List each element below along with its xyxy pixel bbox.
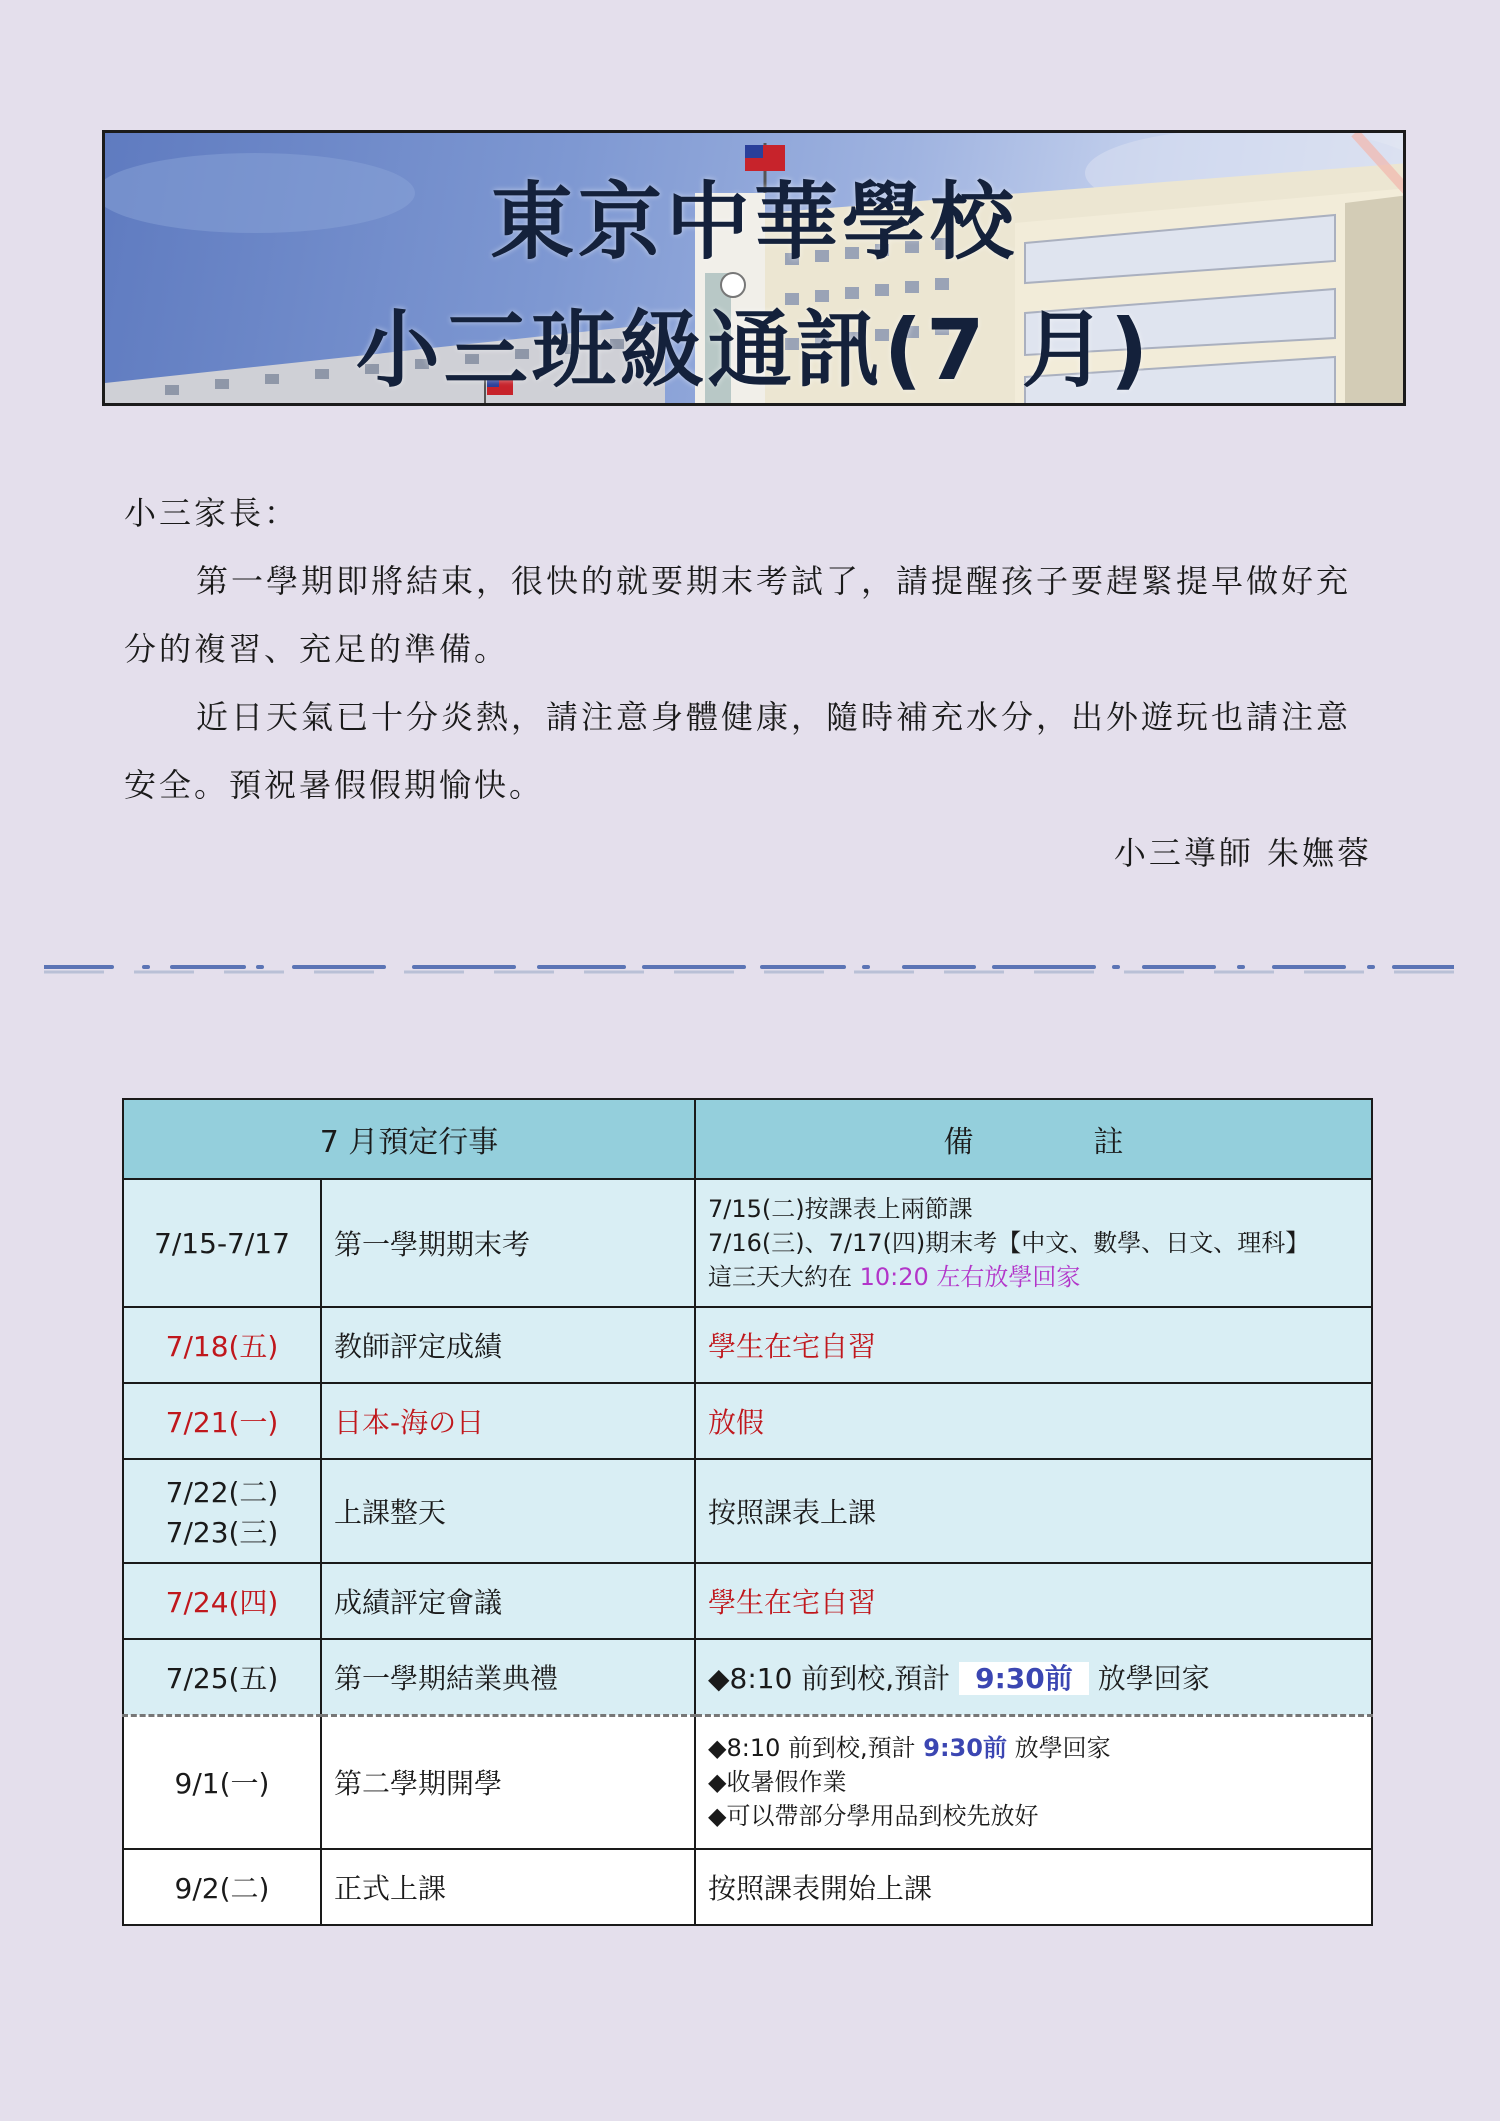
table-row xyxy=(123,1639,1372,1715)
header-banner xyxy=(102,130,1406,406)
row-note: 學生在宅自習 xyxy=(695,1563,1372,1639)
dismissal-time-highlight: 9:30前 xyxy=(923,1734,1007,1763)
letter-greeting: 小三家長： xyxy=(124,494,300,532)
row-date: 7/15-7/17 xyxy=(123,1179,321,1307)
note-text: 放學回家 xyxy=(1097,1661,1210,1695)
row-note: 放假 xyxy=(695,1383,1372,1459)
note-line: ◆收暑假作業 xyxy=(708,1768,847,1797)
row-event: 第一學期期末考 xyxy=(321,1179,695,1307)
row-note: 按照課表上課 xyxy=(695,1459,1372,1563)
row-event: 日本-海の日 xyxy=(321,1383,695,1459)
note-text: 放學回家 xyxy=(1006,1734,1111,1763)
row-note: 學生在宅自習 xyxy=(695,1307,1372,1383)
july-schedule-table xyxy=(122,1098,1373,1926)
table-row xyxy=(123,1849,1372,1925)
row-event: 第一學期結業典禮 xyxy=(321,1639,695,1715)
letter-paragraph-1-line-2: 分的複習、充足的準備。 xyxy=(124,630,510,668)
date-line: 7/22(二) xyxy=(165,1476,279,1509)
note-text: ◆8:10 前到校,預計 xyxy=(708,1661,951,1695)
row-note xyxy=(695,1179,1372,1307)
table-row xyxy=(123,1459,1372,1563)
newsletter-title: 小三班級通訊(7 月) xyxy=(355,301,1153,399)
note-line xyxy=(708,1731,1359,1765)
dismissal-time-highlight: 10:20 左右放學回家 xyxy=(859,1263,1081,1291)
note-line: 7/16(三)、7/17(四)期末考【中文、數學、日文、理科】 xyxy=(708,1229,1310,1257)
row-event: 教師評定成績 xyxy=(321,1307,695,1383)
note-line: ◆可以帶部分學用品到校先放好 xyxy=(708,1802,1039,1831)
row-note xyxy=(695,1639,1372,1715)
teacher-signature: 小三導師 朱嫵蓉 xyxy=(1113,834,1372,872)
row-date: 7/18(五) xyxy=(123,1307,321,1383)
row-event: 上課整天 xyxy=(321,1459,695,1563)
letter-paragraph-2-line-2: 安全。預祝暑假假期愉快。 xyxy=(124,766,545,804)
table-row xyxy=(123,1307,1372,1383)
row-date: 9/2(二) xyxy=(123,1849,321,1925)
header-remarks: 備 註 xyxy=(695,1099,1372,1179)
letter-paragraph-2-line-1: 近日天氣已十分炎熱，請注意身體健康，隨時補充水分，出外遊玩也請注意 xyxy=(196,698,1352,736)
row-date: 9/1(一) xyxy=(123,1715,321,1849)
table-header-row xyxy=(123,1099,1372,1179)
row-event: 正式上課 xyxy=(321,1849,695,1925)
row-note: 按照課表開始上課 xyxy=(695,1849,1372,1925)
note-text: 這三天大約在 xyxy=(708,1263,860,1291)
row-event: 第二學期開學 xyxy=(321,1715,695,1849)
row-note xyxy=(695,1715,1372,1849)
row-event: 成績評定會議 xyxy=(321,1563,695,1639)
row-date: 7/24(四) xyxy=(123,1563,321,1639)
dismissal-time-highlight: 9:30前 xyxy=(959,1662,1089,1695)
date-line: 7/23(三) xyxy=(165,1516,279,1549)
note-line xyxy=(708,1260,1359,1294)
note-text: ◆8:10 前到校,預計 xyxy=(708,1734,924,1763)
header-schedule: 7 月預定行事 xyxy=(123,1099,695,1179)
table-row xyxy=(123,1179,1372,1307)
dashed-divider xyxy=(44,962,1454,976)
row-date: 7/21(一) xyxy=(123,1383,321,1459)
letter-paragraph-1-line-1: 第一學期即將結束，很快的就要期末考試了，請提醒孩子要趕緊提早做好充 xyxy=(196,562,1352,600)
school-name-title: 東京中華學校 xyxy=(489,173,1018,271)
note-line: 7/15(二)按課表上兩節課 xyxy=(708,1195,973,1223)
row-date xyxy=(123,1459,321,1563)
table-row xyxy=(123,1383,1372,1459)
table-row xyxy=(123,1563,1372,1639)
row-date: 7/25(五) xyxy=(123,1639,321,1715)
table-row xyxy=(123,1715,1372,1849)
